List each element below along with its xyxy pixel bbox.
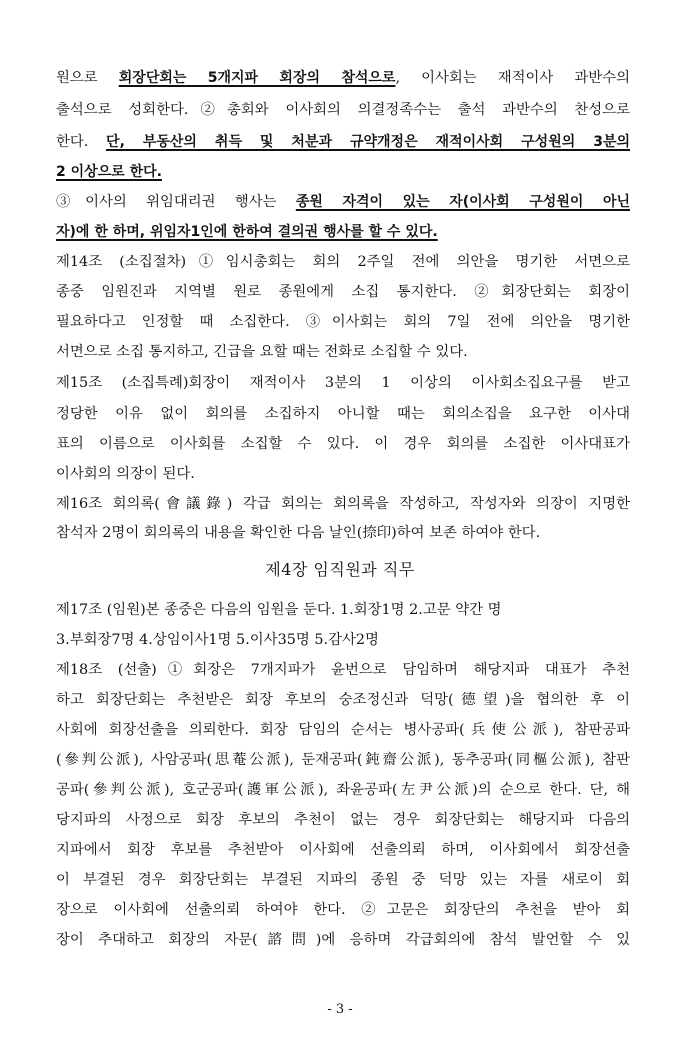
article-18: 제18조 (선출)①회장은 7개지파가 윤번으로 담임하며 해당지파 대표가 추천 <box>56 662 630 678</box>
text-line: 종중 임원진과 지역별 원로 종원에게 소집 통지한다. ②회장단회는 회장이 <box>56 284 630 300</box>
text-line: ③이사의 위임대리권 행사는 종원 자격이 있는 자(이사회 구성원이 아닌 <box>56 194 630 210</box>
article-16: 제16조 회의록(會議錄) 각급 회의는 회의록을 작성하고, 작성자와 의장이 지명한 <box>56 496 630 512</box>
underlined-bold-text: 자)에 한 하며, 위임자1인에 한하여 결의권 행사를 할 수 있다. <box>56 224 438 240</box>
text-line <box>56 220 630 244</box>
text-line: 한다. 단, 부동산의 취득 및 처분과 규약개정은 재적이사회 구성원의 3분의 <box>56 134 630 150</box>
article-17: 제17조 (임원)본 종중은 다음의 임원을 둔다. 1.회장1명 2.고문 약간 명 <box>56 602 502 618</box>
underlined-bold-text: 종원 자격이 있는 자(이사회 구성원이 아닌 <box>295 194 630 210</box>
article-14: 제14조 (소집절차)①임시총회는 회의 2주일 전에 의안을 명기한 서면으로 <box>56 254 630 270</box>
text-line: 하고 회장단회는 추천받은 회장 후보의 숭조정신과 덕망(德望)을 협의한 후 이 <box>56 692 630 708</box>
text-line: 3.부회장7명 4.상임이사1명 5.이사35명 5.감사2명 <box>56 632 379 648</box>
text-line: 출석으로 성회한다.②총회와 이사회의 의결정족수는 출석 과반수의 찬성으로 <box>56 102 630 118</box>
text-line: 공파(參判公派), 호군공파(護軍公派), 좌윤공파(左尹公派)의 순으로 한다. 단, 해 <box>56 782 630 798</box>
text-line: 장으로 이사회에 선출의뢰 하여야 한다. ②고문은 회장단의 추천을 받아 회 <box>56 902 630 918</box>
article-15: 제15조 (소집특례)회장이 재적이사 3분의 1 이상의 이사회소집요구를 받고 <box>56 375 630 391</box>
text-line: 서면으로 소집 통지하고, 긴급을 요할 때는 전화로 소집할 수 있다. <box>56 344 468 360</box>
text-line: 표의 이름으로 이사회를 소집할 수 있다. 이 경우 회의를 소집한 이사대표가 <box>56 436 630 452</box>
page-number: - 3 - <box>327 1002 353 1017</box>
text-line: 이사회의 의장이 된다. <box>56 466 195 482</box>
text-line: (參判公派), 사암공파(思菴公派), 둔재공파(鈍齋公派), 동추공파(同樞公派), 참판 <box>56 752 630 768</box>
underlined-bold-text: 2 이상으로 한다. <box>56 164 162 180</box>
text-line: 사회에 회장선출을 의뢰한다. 회장 담임의 순서는 병사공파(兵使公派), 참판공파 <box>56 722 630 738</box>
text-line: 당지파의 사정으로 회장 후보의 추천이 없는 경우 회장단회는 해당지파 다음의 <box>56 812 630 828</box>
underlined-bold-text: 단, 부동산의 취득 및 처분과 규약개정은 재적이사회 구성원의 3분의 <box>106 134 630 150</box>
text-line: 필요하다고 인정할 때 소집한다. ③이사회는 회의 7일 전에 의안을 명기한 <box>56 314 630 330</box>
text-line: 장이 추대하고 회장의 자문(諮問)에 응하며 각급회의에 참석 발언할 수 있 <box>56 932 630 948</box>
text-line: 참석자 2명이 회의록의 내용을 확인한 다음 날인(捺印)하여 보존 하여야 한다. <box>56 525 541 541</box>
text-line: 이 부결된 경우 회장단회는 부결된 지파의 종원 중 덕망 있는 자를 새로이 회 <box>56 872 630 888</box>
text-line: 정당한 이유 없이 회의를 소집하지 아니할 때는 회의소집을 요구한 이사대 <box>56 406 630 422</box>
text-line: 지파에서 회장 후보를 추천받아 이사회에 선출의뢰 하며, 이사회에서 회장선출 <box>56 842 630 858</box>
chapter-heading: 제4장 임직원과 직무 <box>265 560 415 579</box>
text-line: 원으로 회장단회는 5개지파 회장의 참석으로, 이사회는 재적이사 과반수의 <box>56 70 630 86</box>
text-line <box>56 160 630 184</box>
underlined-bold-text: 회장단회는 5개지파 회장의 참석으로 <box>118 70 396 86</box>
